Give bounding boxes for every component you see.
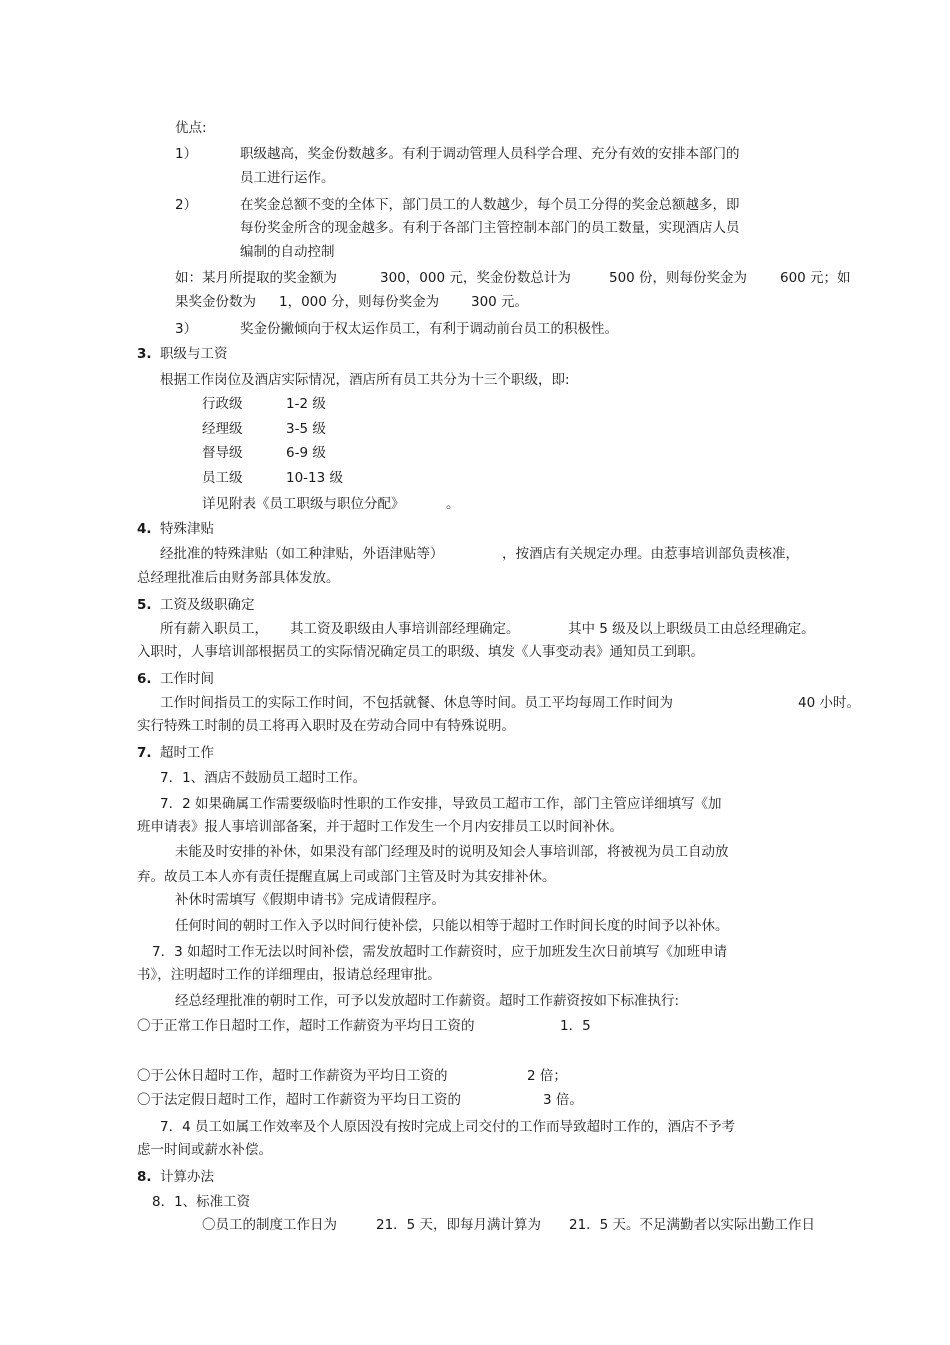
section-4-line-2: 总经理批准后由财务部具体发放。 — [137, 570, 340, 586]
section-7-1: 7．1、酒店不鼓励员工超时工作。 — [160, 770, 367, 786]
section-4-line-1b: ，按酒店有关规定办理。由惹事培训部负责核准， — [502, 546, 799, 562]
example-l1-a: 如：某月所提取的奖金额为 — [175, 270, 337, 286]
section-6-line-1b: 40 小时。 — [798, 695, 860, 711]
level-name: 员工级 — [202, 470, 243, 486]
section-3-note: 详见附表《员工职级与职位分配》 — [202, 496, 405, 512]
level-range: 10-13 级 — [286, 470, 344, 486]
section-7-2-line-2: 班申请表》报人事培训部备案，并于超时工作发生一个月内安排员工以时间补休。 — [137, 819, 623, 835]
section-8-1a-part-1: 〇员工的制度工作日为 — [202, 1217, 337, 1233]
example-l1-b: 300，000 元，奖金份数总计为 — [380, 270, 571, 286]
rate-rest-day: 〇于公休日超时工作，超时工作薪资为平均日工资的 — [137, 1068, 448, 1084]
example-l1-c: 500 份，则每份奖金为 — [609, 270, 748, 286]
section-7-2b-line-2: 弃。故员工本人亦有责任提醒直属上司或部门主管及时为其安排补休。 — [137, 869, 556, 885]
section-6-line-1a: 工作时间指员工的实际工作时间，不包括就餐、休息等时间。员工平均每周工作时间为 — [160, 695, 673, 711]
example-l2-c: 300 元。 — [471, 294, 529, 310]
section-7-number: 7. — [137, 745, 152, 761]
section-6-line-2: 实行特殊工时制的员工将再入职时及在劳动合同中有特殊说明。 — [137, 718, 515, 734]
section-8-1a-part-2: 21．5 天，即每月满计算为 — [376, 1217, 542, 1233]
pro-2-line-2: 每份奖金所含的现金越多。有利于各部门主管控制本部门的员工数量，实现酒店人员 — [240, 220, 740, 236]
section-6-number: 6. — [137, 671, 152, 687]
section-5-line-1b: 其工资及职级由人事培训部经理确定。 — [290, 621, 520, 637]
section-8-title: 计算办法 — [160, 1169, 214, 1185]
section-7-2c: 补休时需填写《假期申请书》完成请假程序。 — [175, 892, 445, 908]
section-8-1: 8．1、标准工资 — [152, 1194, 251, 1210]
rate-normal-day: 〇于正常工作日超时工作，超时工作薪资为平均日工资的 — [137, 1018, 475, 1034]
pro-3-text: 奖金份撇倾向于权太运作员工，有利于调动前台员工的积极性。 — [240, 321, 618, 337]
pro-1-line-1: 职级越高，奖金份数越多。有利于调动管理人员科学合理、充分有效的安排本部门的 — [240, 146, 740, 162]
section-4-title: 特殊津贴 — [160, 521, 214, 537]
section-4-number: 4. — [137, 521, 152, 537]
section-3-note-end: 。 — [446, 496, 460, 512]
pro-3-number: 3） — [175, 321, 198, 337]
pro-1-line-2: 员工进行运作。 — [240, 170, 335, 186]
section-7-4-line-2: 虑一时间或薪水补偿。 — [137, 1142, 272, 1158]
section-5-line-1a: 所有薪入职员工， — [160, 621, 268, 637]
section-7-2d: 任何时间的朝时工作入予以时间行使补偿，只能以相等于超时工作时间长度的时间予以补休。 — [175, 918, 729, 934]
section-3-intro: 根据工作岗位及酒店实际情况，酒店所有员工共分为十三个职级，即: — [160, 372, 570, 388]
section-7-3-line-2: 书》，注明超时工作的详细理由，报请总经理审批。 — [137, 967, 441, 983]
section-7-2b-line-1: 未能及时安排的补休，如果没有部门经理及时的说明及知会人事培训部，将被视为员工自动放 — [175, 844, 729, 860]
level-range: 3-5 级 — [286, 421, 326, 437]
section-7-2-line-1: 7．2 如果确属工作需要级临时性职的工作安排，导致员工超市工作，部门主管应详细填写《加 — [160, 796, 722, 812]
rate-rest-day-value: 2 倍； — [527, 1068, 567, 1084]
level-range: 1-2 级 — [286, 396, 326, 412]
pro-2-line-3: 编制的自动控制 — [240, 244, 335, 260]
section-7-3b: 经总经理批准的朝时工作，可予以发放超时工作薪资。超时工作薪资按如下标准执行: — [175, 993, 680, 1009]
section-8-number: 8. — [137, 1169, 152, 1185]
rate-holiday: 〇于法定假日超时工作，超时工作薪资为平均日工资的 — [137, 1092, 461, 1108]
level-name: 督导级 — [202, 445, 243, 461]
section-3-title: 职级与工资 — [160, 346, 228, 362]
section-5-number: 5. — [137, 597, 152, 613]
section-5-title: 工资及级职确定 — [160, 597, 255, 613]
rate-holiday-value: 3 倍。 — [543, 1092, 583, 1108]
pros-heading: 优点: — [175, 120, 207, 136]
example-l2-b: 1，000 分，则每份奖金为 — [279, 294, 440, 310]
level-range: 6-9 级 — [286, 445, 326, 461]
section-5-line-1c: 其中 5 级及以上职级员工由总经理确定。 — [568, 621, 815, 637]
section-5-line-2: 入职时，人事培训部根据员工的实际情况确定员工的职级、填发《人事变动表》通知员工到职。 — [137, 644, 704, 660]
section-7-title: 超时工作 — [160, 745, 214, 761]
section-3-number: 3. — [137, 346, 152, 362]
level-name: 经理级 — [202, 421, 243, 437]
pro-2-number: 2） — [175, 197, 198, 213]
example-l1-d: 600 元；如 — [780, 270, 851, 286]
pro-1-number: 1） — [175, 146, 198, 162]
section-6-title: 工作时间 — [160, 671, 214, 687]
example-l2-a: 果奖金份数为 — [175, 294, 256, 310]
section-8-1a-part-3: 21．5 天。不足满勤者以实际出勤工作日 — [569, 1217, 816, 1233]
rate-normal-day-value: 1．5 — [560, 1018, 591, 1034]
section-4-line-1a: 经批准的特殊津贴（如工种津贴，外语津贴等） — [160, 546, 444, 562]
section-7-3-line-1: 7．3 如超时工作无法以时间补偿，需发放超时工作薪资时，应于加班发生次日前填写《加班申请 — [152, 944, 727, 960]
pro-2-line-1: 在奖金总额不变的全体下，部门员工的人数越少，每个员工分得的奖金总额越多，即 — [240, 197, 740, 213]
level-name: 行政级 — [202, 396, 243, 412]
section-7-4-line-1: 7．4 员工如属工作效率及个人原因没有按时完成上司交付的工作而导致超时工作的，酒店不予考 — [160, 1119, 735, 1135]
